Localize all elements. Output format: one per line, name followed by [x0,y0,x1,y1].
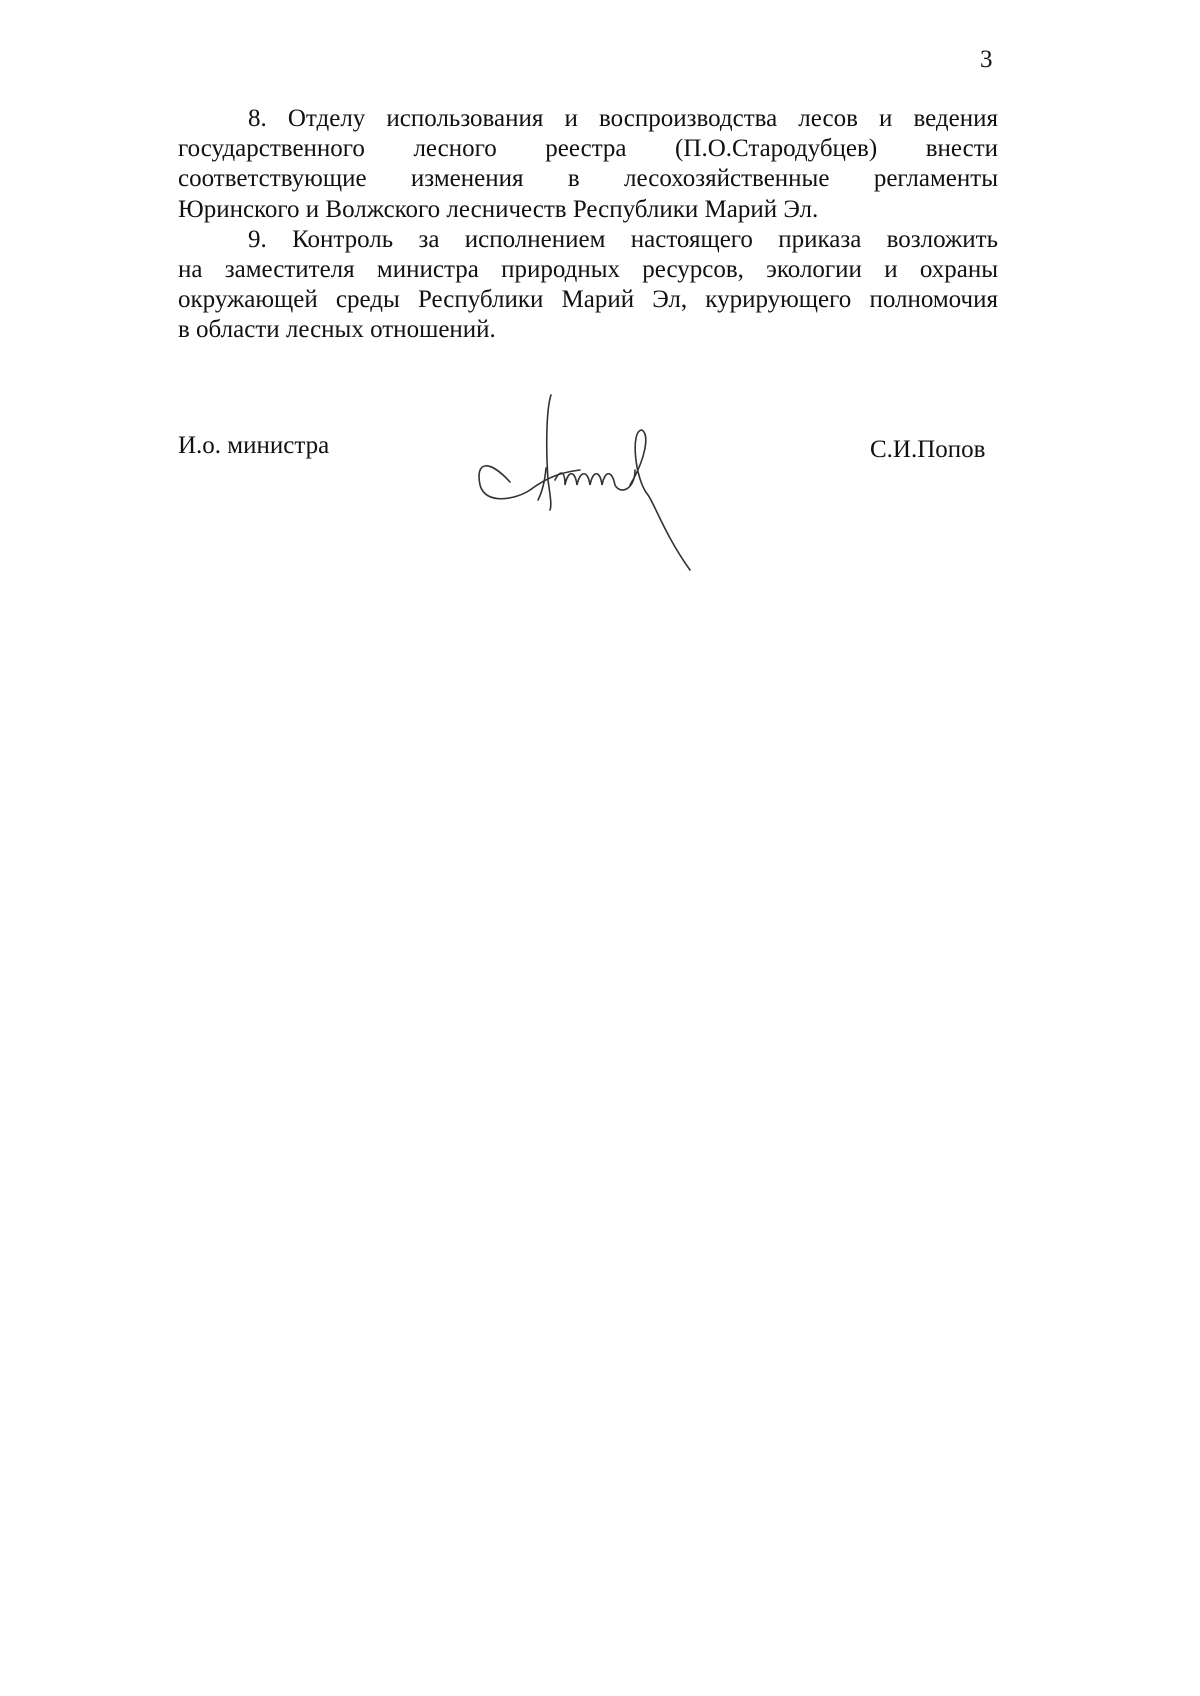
signer-name: С.И.Попов [870,436,986,463]
page-number: 3 [980,46,993,73]
paragraph-9 [178,225,998,346]
paragraph-8 [178,104,998,225]
signer-position: И.о. министра [178,432,330,459]
text-line: 9. Контроль за исполнением настоящего приказа возложить [248,225,998,253]
text-line: окружающей среды Республики Марий Эл, курирующего полномочия [178,286,998,314]
text-line: в области лесных отношений. [178,316,496,344]
text-line: соответствующие изменения в лесохозяйственные регламенты [178,165,998,193]
text-line: на заместителя министра природных ресурсов, экологии и охраны [178,255,998,283]
text-line: Юринского и Волжского лесничеств Республики Марий Эл. [178,195,819,223]
handwritten-signature [470,390,730,580]
text-line: 8. Отделу использования и воспроизводства лесов и ведения [248,105,998,132]
document-body [178,104,998,346]
text-line: государственного лесного реестра (П.О.Стародубцев) внести [178,135,998,163]
